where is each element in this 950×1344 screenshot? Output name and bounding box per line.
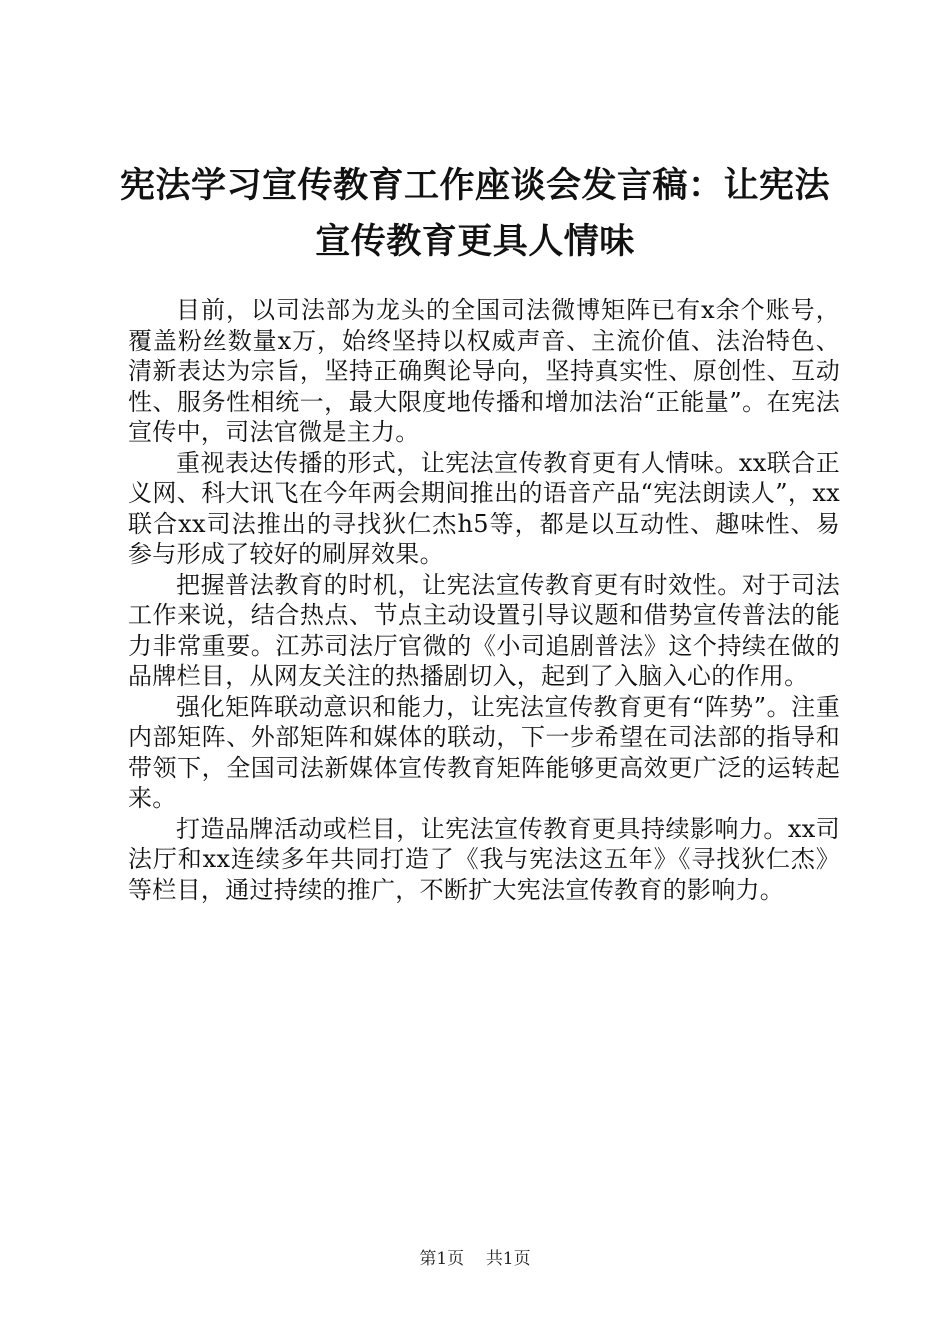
page-footer <box>0 1244 950 1269</box>
paragraph-5: 打造品牌活动或栏目，让宪法宣传教育更具持续影响力。xx司法厅和xx连续多年共同打造了《我与宪法这五年》《寻找狄仁杰》等栏目，通过持续的推广，不断扩大宪法宣传教育的影响力。 <box>128 814 840 904</box>
paragraph-4: 强化矩阵联动意识和能力，让宪法宣传教育更有“阵势”。注重内部矩阵、外部矩阵和媒体的联动，下一步希望在司法部的指导和带领下，全国司法新媒体宣传教育矩阵能够更高效更广泛的运转起来。 <box>128 692 840 812</box>
paragraph-1: 目前，以司法部为龙头的全国司法微博矩阵已有x余个账号，覆盖粉丝数量x万，始终坚持以权威声音、主流价值、法治特色、清新表达为宗旨，坚持正确舆论导向，坚持真实性、原创性、互动性、服务性相统一，最大限度地传播和增加法治“正能量”。在宪法宣传中，司法官微是主力。 <box>128 296 840 446</box>
document-title: 宪法学习宣传教育工作座谈会发言稿：让宪法宣传教育更具人情味 <box>119 166 830 262</box>
page-total: 共1页 <box>485 1249 531 1269</box>
document-body <box>128 295 840 905</box>
paragraph-3: 把握普法教育的时机，让宪法宣传教育更有时效性。对于司法工作来说，结合热点、节点主动设置引导议题和借势宣传普法的能力非常重要。江苏司法厅官微的《小司追剧普法》这个持续在做的品牌栏目，从网友关注的热播剧切入，起到了入脑入心的作用。 <box>128 570 840 690</box>
paragraph-2: 重视表达传播的形式，让宪法宣传教育更有人情味。xx联合正义网、科大讯飞在今年两会期间推出的语音产品“宪法朗读人”，xx联合xx司法推出的寻找狄仁杰h5等，都是以互动性、趣味性、易参与形成了较好的刷屏效果。 <box>128 448 840 568</box>
page-number: 第1页 <box>419 1249 465 1269</box>
